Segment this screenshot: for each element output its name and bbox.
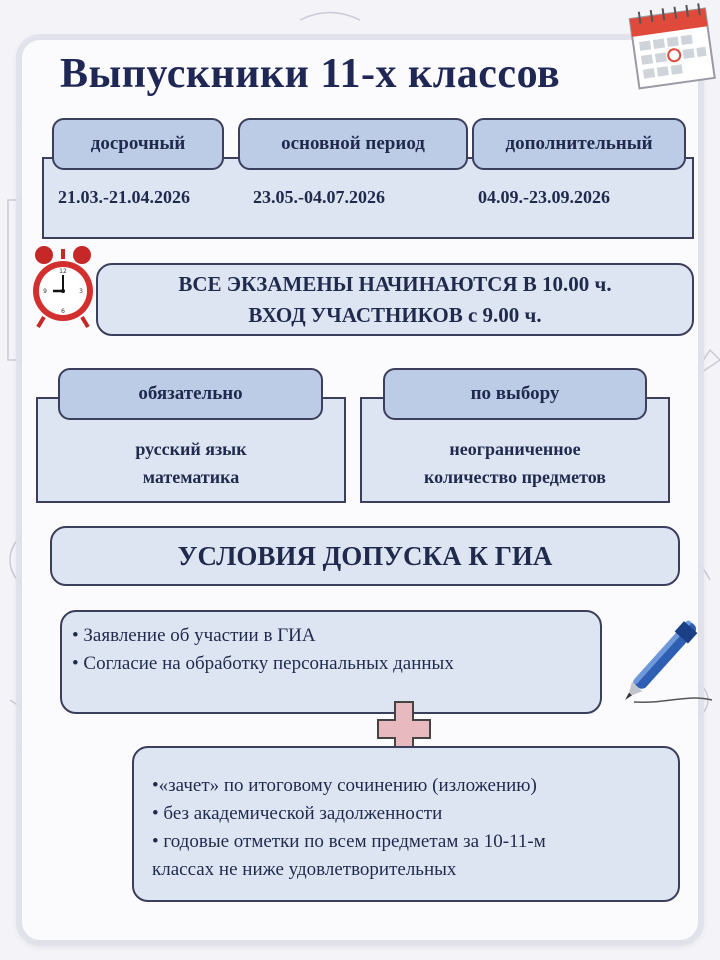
svg-text:9: 9	[43, 288, 47, 295]
period-tab-early: досрочный	[52, 118, 224, 170]
mandatory-subject: русский язык	[135, 439, 247, 459]
elective-text: количество предметов	[423, 467, 607, 487]
participants-entry-time: ВХОД УЧАСТНИКОВ с 9.00 ч.	[248, 302, 542, 327]
documents-box	[60, 610, 602, 714]
period-dates-main: 23.05.-04.07.2026	[253, 187, 385, 207]
svg-text:6: 6	[61, 308, 65, 315]
period-tab-additional: дополнительный	[472, 118, 686, 170]
document-item: • Согласие на обработку персональных данных	[72, 653, 454, 674]
mandatory-subject: математика	[142, 467, 240, 487]
period-tab-main: основной период	[238, 118, 468, 170]
admission-heading: УСЛОВИЯ ДОПУСКА К ГИА	[50, 526, 680, 586]
period-dates-early: 21.03.-21.04.2026	[58, 187, 190, 207]
exam-time-banner	[96, 263, 694, 336]
svg-text:12: 12	[59, 268, 67, 275]
elective-text: неограниченное	[449, 439, 581, 459]
exam-start-time: ВСЕ ЭКЗАМЕНЫ НАЧИНАЮТСЯ В 10.00 ч.	[178, 271, 612, 296]
condition-item: • годовые отметки по всем предметам за 10-11-м	[152, 831, 546, 852]
alarm-clock-icon	[30, 243, 96, 329]
page-title: Выпускники 11-х классов	[60, 51, 561, 97]
condition-item: •«зачет» по итоговому сочинению (изложению)	[152, 775, 537, 796]
pen-icon	[606, 606, 720, 710]
svg-text:3: 3	[79, 288, 83, 295]
condition-item: • без академической задолженности	[152, 803, 443, 824]
period-dates-additional: 04.09.-23.09.2026	[478, 187, 610, 207]
calendar-icon	[616, 2, 720, 92]
elective-tab: по выбору	[383, 368, 647, 420]
condition-item: классах не ниже удовлетворительных	[152, 859, 457, 880]
conditions-box	[132, 746, 680, 902]
mandatory-tab: обязательно	[58, 368, 323, 420]
document-item: • Заявление об участии в ГИА	[72, 625, 316, 646]
